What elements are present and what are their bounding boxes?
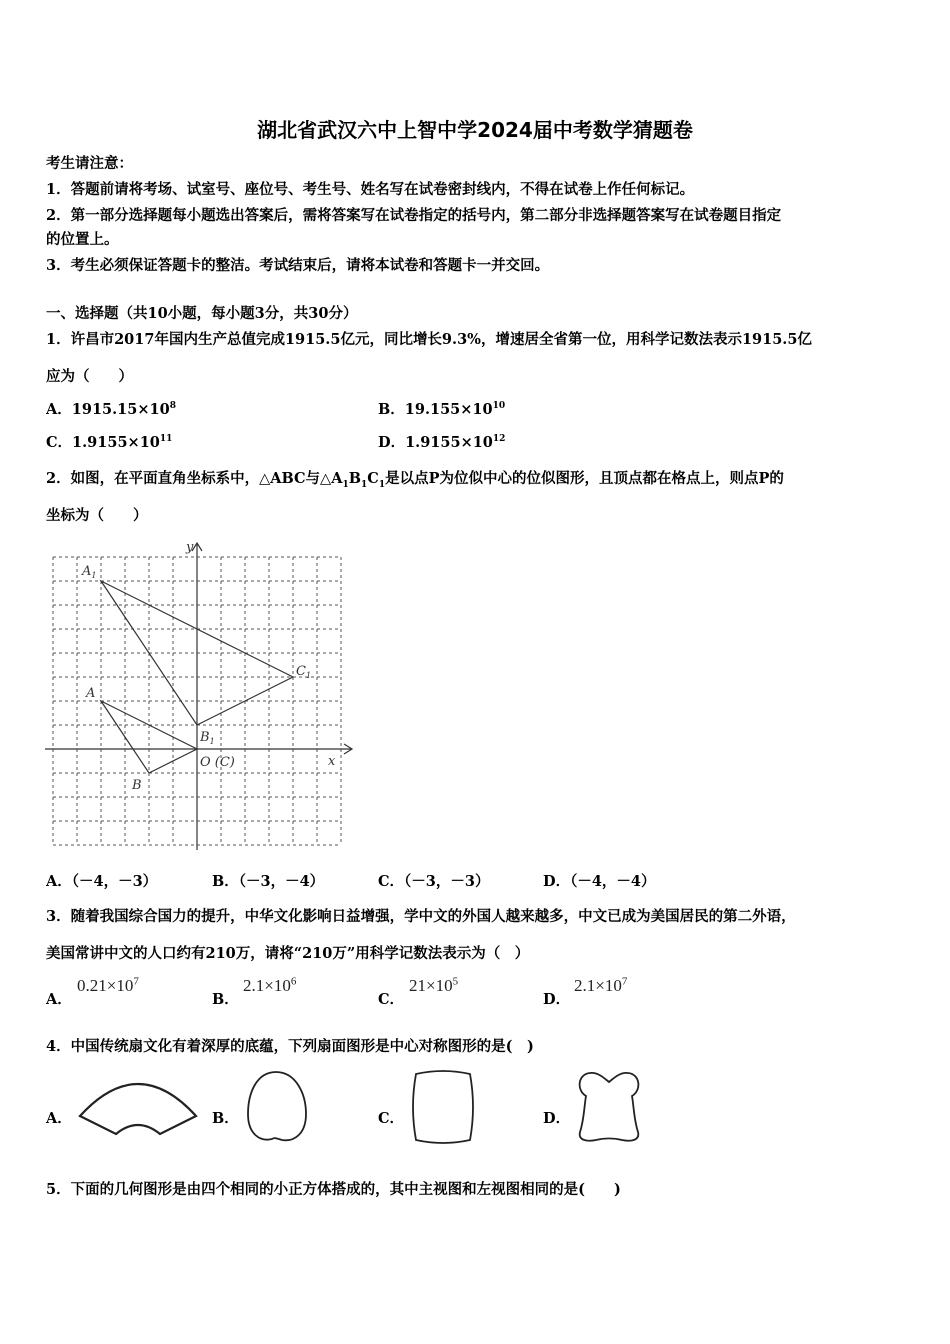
label-a1: $A_1$ [82,564,97,580]
q3-option-b-label: B． [212,991,239,1008]
q3-option-d-label: D． [543,991,571,1008]
section-heading: 一、选择题（共10小题，每小题3分，共30分） [46,305,358,322]
notice-heading: 考生请注意： [46,155,133,172]
label-b: B [132,778,142,793]
q1-option-b: B．$19.155\times 10^{10}$ [378,401,506,418]
q1-option-a: A．$1915.15\times 10^8$ [46,401,176,418]
q2-stem-line1: 2．如图，在平面直角坐标系中，△ABC与$\triangle A_1B_1C_1$是以点P为位似中心的位似图形，且顶点都在格点上，则点P的 [46,470,784,490]
q1-stem-line2: 应为（ ） [46,368,133,385]
q4-stem: 4．中国传统扇文化有着深厚的底蕴，下列扇面图形是中心对称图形的是( ) [46,1038,534,1055]
q4-option-d-label: D． [543,1110,571,1127]
q3-option-c-label: C． [378,991,405,1008]
q3-option-c-value: $21\times 10^5$ [409,975,459,995]
q3-option-b-value: $2.1\times 10^6$ [243,975,297,995]
notice-item-2b: 的位置上。 [46,231,119,248]
q2-option-b: B．（－3，－4） [212,873,325,890]
q2-option-c: C．（－3，－3） [378,873,490,890]
notice-item-3: 3．考生必须保证答题卡的整洁。考试结束后，请将本试卷和答题卡一并交回。 [46,257,550,274]
notice-item-1: 1．答题前请将考场、试室号、座位号、考生号、姓名写在试卷密封线内，不得在试卷上作任何标记。 [46,181,695,198]
q3-option-a-label: A． [46,991,72,1008]
q2-coordinate-figure [40,535,370,855]
q2-stem-line2: 坐标为（ ） [46,507,148,524]
page-title: 湖北省武汉六中上智中学2024届中考数学猜题卷 [257,118,693,142]
q3-stem-line1: 3．随着我国综合国力的提升，中华文化影响日益增强，学中文的外国人越来越多，中文已成为美国居民的第二外语， [46,908,796,925]
y-axis-label: y [186,540,194,555]
q5-stem: 5．下面的几何图形是由四个相同的小正方体搭成的，其中主视图和左视图相同的是( ) [46,1181,621,1198]
q4-option-c-fan [406,1068,480,1146]
q4-option-c-label: C． [378,1110,405,1127]
x-axis-label: x [328,754,336,769]
q4-option-a-label: A． [46,1110,72,1127]
q2-option-a: A．（－4，－3） [46,873,158,890]
q3-option-d-value: $2.1\times 10^7$ [574,975,628,995]
q2-option-d: D．（－4，－4） [543,873,656,890]
q1-stem-line1: 1．许昌市2017年国内生产总值完成1915.5亿元，同比增长9.3%，增速居全省第一位，用科学记数法表示1915.5亿 [46,331,812,348]
label-origin: O (C) [200,755,235,770]
q1-option-d: D．$1.9155\times 10^{12}$ [378,434,506,451]
q4-option-b-label: B． [212,1110,239,1127]
notice-item-2a: 2．第一部分选择题每小题选出答案后，需将答案写在试卷指定的括号内，第二部分非选择题答案写在试卷题目指定 [46,207,782,224]
q4-option-a-fan [76,1072,200,1146]
q3-stem-line2: 美国常讲中文的人口约有210万，请将“210万”用科学记数法表示为（ ） [46,945,530,962]
q1-option-c: C．$1.9155\times 10^{11}$ [46,434,173,451]
label-b1: $B_1$ [200,730,215,746]
label-a: A [86,686,96,701]
q4-option-b-fan [242,1068,312,1146]
label-c1: $C_1$ [296,664,312,680]
q3-option-a-value: $0.21\times 10^7$ [77,975,139,995]
q4-option-d-fan [572,1068,646,1146]
